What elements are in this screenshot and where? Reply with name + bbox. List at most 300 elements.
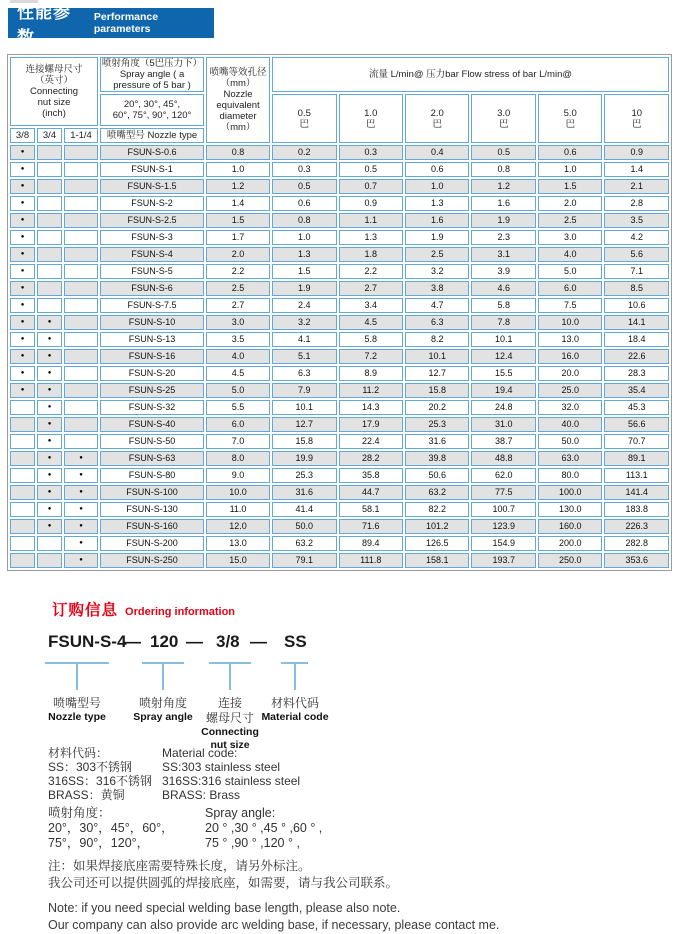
nut-size-dot (64, 247, 98, 262)
flow-value-cell: 18.4 (604, 332, 669, 347)
nozzle-type-cell: FSUN-S-160 (100, 519, 204, 534)
nut-size-dot (64, 315, 98, 330)
nut-size-dot: ● (64, 485, 98, 500)
flow-value-cell: 101.2 (405, 519, 469, 534)
nut-size-dot: ● (10, 281, 35, 296)
table-row (10, 179, 669, 194)
label-nozzle-type: 喷嘴型号 Nozzle type (48, 696, 106, 723)
flow-value-cell: 22.4 (339, 434, 403, 449)
diameter-cell: 1.5 (206, 213, 270, 228)
header-flow-rate: 流量 L/min@ 压力bar Flow stress of bar L/min@ (272, 57, 669, 92)
diameter-cell: 11.0 (206, 502, 270, 517)
nozzle-type-cell: FSUN-S-0.6 (100, 145, 204, 160)
nut-size-dot (37, 553, 62, 568)
nozzle-type-cell: FSUN-S-2.5 (100, 213, 204, 228)
nozzle-type-cell: FSUN-S-6 (100, 281, 204, 296)
nut-size-dot (37, 264, 62, 279)
diameter-cell: 7.0 (206, 434, 270, 449)
flow-value-cell: 0.8 (471, 162, 535, 177)
flow-value-cell: 0.5 (272, 179, 336, 194)
note-en-line: Note: if you need special welding base length, please also note. (48, 901, 401, 915)
header-size-1-1-4: 1-1/4 (64, 128, 98, 143)
diameter-cell: 2.5 (206, 281, 270, 296)
flow-value-cell: 8.5 (604, 281, 669, 296)
flow-value-cell: 24.8 (471, 400, 535, 415)
header-pressure-0.5bar: 0.5 巴 (272, 94, 336, 143)
nozzle-type-cell: FSUN-S-5 (100, 264, 204, 279)
note-zh-line: 注：如果焊接底座需要特殊长度，请另外标注。 (48, 859, 311, 873)
flow-value-cell: 1.3 (339, 230, 403, 245)
nut-size-dot (37, 247, 62, 262)
flow-value-cell: 19.9 (272, 451, 336, 466)
flow-value-cell: 2.0 (538, 196, 602, 211)
flow-value-cell: 8.2 (405, 332, 469, 347)
nut-size-dot (37, 145, 62, 160)
nut-size-dot (37, 179, 62, 194)
code-nut-size: 3/8 (216, 632, 240, 651)
flow-value-cell: 16.0 (538, 349, 602, 364)
flow-value-cell: 7.9 (272, 383, 336, 398)
spray-angle-info-zh: 喷射角度： 20°，30°，45°，60°， 75°，90°，120°， (48, 806, 174, 850)
header-connecting-nut-size: 连接螺母尺寸 （英寸） Connecting nut size (inch) (10, 57, 98, 126)
flow-value-cell: 226.3 (604, 519, 669, 534)
flow-value-cell: 2.8 (604, 196, 669, 211)
ordering-information-heading (52, 598, 235, 620)
flow-value-cell: 5.8 (339, 332, 403, 347)
nut-size-dot: ● (64, 553, 98, 568)
flow-value-cell: 1.4 (604, 162, 669, 177)
nut-size-dot (10, 400, 35, 415)
nut-size-dot (37, 536, 62, 551)
table-row (10, 383, 669, 398)
nozzle-type-cell: FSUN-S-7.5 (100, 298, 204, 313)
flow-value-cell: 1.2 (471, 179, 535, 194)
diameter-cell: 10.0 (206, 485, 270, 500)
nut-size-dot: ● (37, 417, 62, 432)
nozzle-type-cell: FSUN-S-32 (100, 400, 204, 415)
diameter-cell: 4.5 (206, 366, 270, 381)
flow-value-cell: 39.8 (405, 451, 469, 466)
flow-value-cell: 63.2 (405, 485, 469, 500)
code-nozzle-type: FSUN-S-4 (48, 632, 127, 651)
page-title-en: Performance parameters (93, 11, 159, 35)
diameter-cell: 1.7 (206, 230, 270, 245)
flow-value-cell: 5.8 (471, 298, 535, 313)
nut-size-dot (64, 366, 98, 381)
flow-value-cell: 2.5 (538, 213, 602, 228)
diameter-cell: 2.7 (206, 298, 270, 313)
nut-size-dot (10, 553, 35, 568)
flow-value-cell: 2.7 (339, 281, 403, 296)
diameter-cell: 8.0 (206, 451, 270, 466)
diameter-cell: 2.2 (206, 264, 270, 279)
flow-value-cell: 20.0 (538, 366, 602, 381)
flow-value-cell: 2.5 (405, 247, 469, 262)
flow-value-cell: 123.9 (471, 519, 535, 534)
flow-value-cell: 0.5 (339, 162, 403, 177)
flow-value-cell: 32.0 (538, 400, 602, 415)
nut-size-dot: ● (10, 349, 35, 364)
flow-value-cell: 1.0 (538, 162, 602, 177)
flow-value-cell: 10.1 (272, 400, 336, 415)
nut-size-dot: ● (64, 468, 98, 483)
flow-value-cell: 50.0 (538, 434, 602, 449)
diameter-cell: 13.0 (206, 536, 270, 551)
diameter-cell: 1.0 (206, 162, 270, 177)
label-connecting-nut-size: 连接 螺母尺寸 Connecting nut size (201, 696, 259, 751)
nut-size-dot: ● (37, 383, 62, 398)
header-spray-angle: 喷射角度（5巴压力下） Spray angle ( a pressure of 5 bar ) (101, 58, 203, 91)
flow-value-cell: 0.9 (604, 145, 669, 160)
code-spray-angle: 120 (150, 632, 179, 651)
flow-value-cell: 0.9 (339, 196, 403, 211)
nozzle-type-cell: FSUN-S-20 (100, 366, 204, 381)
nut-size-dot (64, 264, 98, 279)
material-code-en: Material code: SS:303 stainless steel 316SS:316 stainless steel BRASS: Brass (162, 746, 301, 802)
nut-size-dot (64, 332, 98, 347)
flow-value-cell: 183.8 (604, 502, 669, 517)
table-row (10, 502, 669, 517)
flow-value-cell: 193.7 (471, 553, 535, 568)
flow-value-cell: 1.9 (272, 281, 336, 296)
nozzle-type-cell: FSUN-S-130 (100, 502, 204, 517)
nut-size-dot (64, 417, 98, 432)
flow-value-cell: 353.6 (604, 553, 669, 568)
nut-size-dot (37, 281, 62, 296)
table-row (10, 349, 669, 364)
flow-value-cell: 0.6 (538, 145, 602, 160)
code-material: SS (284, 632, 307, 651)
nut-size-dot: ● (37, 349, 62, 364)
nut-size-dot: ● (64, 502, 98, 517)
flow-value-cell: 25.3 (405, 417, 469, 432)
nut-size-dot (64, 434, 98, 449)
nut-size-dot (64, 281, 98, 296)
note-en-group (48, 900, 499, 934)
nut-size-dot (64, 349, 98, 364)
flow-value-cell: 3.0 (538, 230, 602, 245)
flow-value-cell: 10.0 (538, 315, 602, 330)
flow-value-cell: 12.7 (405, 366, 469, 381)
flow-value-cell: 31.6 (272, 485, 336, 500)
flow-value-cell: 1.6 (471, 196, 535, 211)
flow-value-cell: 111.8 (339, 553, 403, 568)
header-pressure-10bar: 10 巴 (604, 94, 669, 143)
code-dash: — (124, 632, 141, 651)
header-pressure-1bar: 1.0 巴 (339, 94, 403, 143)
section-title-bar (8, 3, 214, 47)
nut-size-dot (64, 400, 98, 415)
flow-value-cell: 1.0 (272, 230, 336, 245)
flow-value-cell: 4.2 (604, 230, 669, 245)
nut-size-dot (10, 536, 35, 551)
footnotes (48, 858, 499, 934)
flow-value-cell: 4.7 (405, 298, 469, 313)
nut-size-dot (64, 196, 98, 211)
flow-value-cell: 82.2 (405, 502, 469, 517)
table-row (10, 315, 669, 330)
header-size-3-8: 3/8 (10, 128, 35, 143)
flow-value-cell: 130.0 (538, 502, 602, 517)
diameter-cell: 12.0 (206, 519, 270, 534)
flow-value-cell: 3.9 (471, 264, 535, 279)
flow-value-cell: 1.5 (272, 264, 336, 279)
diameter-cell: 9.0 (206, 468, 270, 483)
nozzle-type-cell: FSUN-S-13 (100, 332, 204, 347)
header-angle-list: 20°, 30°, 45°, 60°, 75°, 90°, 120° (100, 94, 204, 126)
flow-value-cell: 22.6 (604, 349, 669, 364)
spray-angle-info-en: Spray angle: 20 ° ,30 ° ,45 ° ,60 ° , 75 ° ,90 ° ,120 ° , (205, 806, 323, 850)
flow-value-cell: 3.1 (471, 247, 535, 262)
flow-value-cell: 1.1 (339, 213, 403, 228)
table-row (10, 298, 669, 313)
flow-value-cell: 50.6 (405, 468, 469, 483)
flow-value-cell: 0.3 (272, 162, 336, 177)
flow-value-cell: 15.8 (405, 383, 469, 398)
flow-value-cell: 1.3 (405, 196, 469, 211)
flow-value-cell: 35.8 (339, 468, 403, 483)
flow-value-cell: 5.1 (272, 349, 336, 364)
nozzle-type-cell: FSUN-S-4 (100, 247, 204, 262)
flow-value-cell: 250.0 (538, 553, 602, 568)
table-row (10, 145, 669, 160)
code-dash: — (250, 632, 267, 651)
flow-value-cell: 70.7 (604, 434, 669, 449)
table-row (10, 536, 669, 551)
nut-size-dot: ● (37, 519, 62, 534)
nut-size-dot (37, 162, 62, 177)
flow-value-cell: 158.1 (405, 553, 469, 568)
nut-size-dot (64, 145, 98, 160)
flow-value-cell: 160.0 (538, 519, 602, 534)
nozzle-type-cell: FSUN-S-250 (100, 553, 204, 568)
flow-value-cell: 63.2 (272, 536, 336, 551)
nut-size-dot: ● (37, 502, 62, 517)
nut-size-dot: ● (10, 230, 35, 245)
nut-size-dot: ● (10, 332, 35, 347)
flow-value-cell: 45.3 (604, 400, 669, 415)
nozzle-type-cell: FSUN-S-50 (100, 434, 204, 449)
flow-value-cell: 0.7 (339, 179, 403, 194)
flow-value-cell: 141.4 (604, 485, 669, 500)
table-row (10, 519, 669, 534)
nut-size-dot: ● (64, 451, 98, 466)
diameter-cell: 5.5 (206, 400, 270, 415)
nut-size-dot: ● (10, 145, 35, 160)
flow-value-cell: 4.6 (471, 281, 535, 296)
flow-value-cell: 0.6 (272, 196, 336, 211)
flow-value-cell: 25.0 (538, 383, 602, 398)
table-row (10, 417, 669, 432)
flow-value-cell: 3.2 (272, 315, 336, 330)
flow-value-cell: 1.8 (339, 247, 403, 262)
diameter-cell: 1.2 (206, 179, 270, 194)
flow-value-cell: 89.4 (339, 536, 403, 551)
nut-size-dot: ● (10, 179, 35, 194)
flow-value-cell: 10.1 (471, 332, 535, 347)
nozzle-type-cell: FSUN-S-16 (100, 349, 204, 364)
flow-value-cell: 80.0 (538, 468, 602, 483)
flow-value-cell: 31.0 (471, 417, 535, 432)
nut-size-dot (10, 468, 35, 483)
diameter-cell: 1.4 (206, 196, 270, 211)
table-row (10, 332, 669, 347)
note-zh-line: 我公司还可以提供圆弧的焊接底座，如需要，请与我公司联系。 (48, 876, 399, 890)
nut-size-dot: ● (10, 298, 35, 313)
nut-size-dot: ● (10, 383, 35, 398)
flow-value-cell: 1.6 (405, 213, 469, 228)
flow-value-cell: 6.3 (405, 315, 469, 330)
table-row (10, 264, 669, 279)
flow-value-cell: 0.8 (272, 213, 336, 228)
nozzle-type-cell: FSUN-S-1.5 (100, 179, 204, 194)
flow-value-cell: 0.5 (471, 145, 535, 160)
nozzle-type-cell: FSUN-S-200 (100, 536, 204, 551)
diameter-cell: 2.0 (206, 247, 270, 262)
flow-value-cell: 56.6 (604, 417, 669, 432)
flow-value-cell: 28.2 (339, 451, 403, 466)
flow-value-cell: 1.5 (538, 179, 602, 194)
nut-size-dot (37, 230, 62, 245)
header-pressure-2bar: 2.0 巴 (405, 94, 469, 143)
flow-value-cell: 8.9 (339, 366, 403, 381)
flow-value-cell: 7.5 (538, 298, 602, 313)
nut-size-dot (64, 179, 98, 194)
nozzle-type-cell: FSUN-S-63 (100, 451, 204, 466)
flow-value-cell: 5.6 (604, 247, 669, 262)
diameter-cell: 6.0 (206, 417, 270, 432)
nozzle-type-cell: FSUN-S-10 (100, 315, 204, 330)
nut-size-dot: ● (10, 162, 35, 177)
nut-size-dot (10, 519, 35, 534)
nozzle-type-cell: FSUN-S-40 (100, 417, 204, 432)
nut-size-dot: ● (10, 196, 35, 211)
diameter-cell: 4.0 (206, 349, 270, 364)
table-row (10, 553, 669, 568)
table-row (10, 451, 669, 466)
flow-value-cell: 126.5 (405, 536, 469, 551)
flow-value-cell: 113.1 (604, 468, 669, 483)
flow-value-cell: 100.7 (471, 502, 535, 517)
nut-size-dot (10, 502, 35, 517)
connector-line (209, 662, 251, 690)
flow-value-cell: 17.9 (339, 417, 403, 432)
flow-value-cell: 31.6 (405, 434, 469, 449)
flow-value-cell: 10.1 (405, 349, 469, 364)
header-pressure-5bar: 5.0 巴 (538, 94, 602, 143)
flow-value-cell: 3.5 (604, 213, 669, 228)
nut-size-dot (64, 298, 98, 313)
flow-value-cell: 0.6 (405, 162, 469, 177)
nozzle-type-cell: FSUN-S-2 (100, 196, 204, 211)
flow-value-cell: 77.5 (471, 485, 535, 500)
nut-size-dot (64, 230, 98, 245)
flow-value-cell: 4.0 (538, 247, 602, 262)
table-row (10, 400, 669, 415)
nut-size-dot: ● (10, 366, 35, 381)
flow-value-cell: 3.2 (405, 264, 469, 279)
flow-value-cell: 2.3 (471, 230, 535, 245)
nozzle-type-cell: FSUN-S-1 (100, 162, 204, 177)
material-code-zh: 材料代码： SS：303不锈钢 316SS：316不锈钢 BRASS：黄铜 (48, 746, 153, 802)
flow-value-cell: 1.0 (405, 179, 469, 194)
nut-size-dot: ● (37, 400, 62, 415)
flow-value-cell: 1.3 (272, 247, 336, 262)
nut-size-dot: ● (37, 468, 62, 483)
nut-size-dot: ● (64, 536, 98, 551)
nut-size-dot: ● (64, 519, 98, 534)
flow-value-cell: 20.2 (405, 400, 469, 415)
flow-value-cell: 38.7 (471, 434, 535, 449)
header-size-3-4: 3/4 (37, 128, 62, 143)
flow-value-cell: 282.8 (604, 536, 669, 551)
flow-value-cell: 0.2 (272, 145, 336, 160)
flow-value-cell: 25.3 (272, 468, 336, 483)
nut-size-dot (37, 213, 62, 228)
nut-size-dot (64, 383, 98, 398)
flow-value-cell: 7.1 (604, 264, 669, 279)
ordering-heading-zh: 订购信息 (52, 602, 119, 619)
flow-value-cell: 15.5 (471, 366, 535, 381)
nut-size-dot (10, 417, 35, 432)
nut-size-dot: ● (37, 451, 62, 466)
flow-value-cell: 62.0 (471, 468, 535, 483)
table-row (10, 485, 669, 500)
diameter-cell: 3.5 (206, 332, 270, 347)
flow-value-cell: 100.0 (538, 485, 602, 500)
label-material-code: 材料代码 Material code (261, 696, 329, 723)
ordering-heading-en: Ordering information (125, 606, 236, 618)
flow-value-cell: 79.1 (272, 553, 336, 568)
header-pressure-3bar: 3.0 巴 (471, 94, 535, 143)
flow-value-cell: 3.4 (339, 298, 403, 313)
table-row (10, 247, 669, 262)
connector-line (142, 662, 184, 690)
flow-value-cell: 1.9 (471, 213, 535, 228)
flow-value-cell: 200.0 (538, 536, 602, 551)
header-nozzle-type: 喷嘴型号 Nozzle type (100, 128, 204, 143)
connector-line (45, 662, 109, 690)
table-row (10, 281, 669, 296)
flow-value-cell: 41.4 (272, 502, 336, 517)
table-row (10, 230, 669, 245)
flow-value-cell: 28.3 (604, 366, 669, 381)
flow-value-cell: 0.4 (405, 145, 469, 160)
flow-value-cell: 44.7 (339, 485, 403, 500)
flow-value-cell: 14.1 (604, 315, 669, 330)
flow-value-cell: 15.8 (272, 434, 336, 449)
flow-value-cell: 19.4 (471, 383, 535, 398)
nut-size-dot (64, 162, 98, 177)
flow-value-cell: 3.8 (405, 281, 469, 296)
header-nozzle-equivalent-diameter: 喷嘴等效孔径 （mm） Nozzle equivalent diameter（mm） (206, 57, 270, 143)
note-en-line: Our company can also provide arc welding base, if necessary, please contact me. (48, 918, 500, 932)
nut-size-dot: ● (37, 332, 62, 347)
flow-value-cell: 14.3 (339, 400, 403, 415)
label-spray-angle: 喷射角度 Spray angle (133, 696, 193, 723)
nut-size-dot: ● (37, 366, 62, 381)
nut-size-dot (10, 451, 35, 466)
table-row (10, 196, 669, 211)
table-body (10, 145, 669, 568)
flow-value-cell: 12.7 (272, 417, 336, 432)
flow-value-cell: 12.4 (471, 349, 535, 364)
connector-line (281, 662, 308, 690)
flow-value-cell: 35.4 (604, 383, 669, 398)
flow-value-cell: 7.8 (471, 315, 535, 330)
table-row (10, 213, 669, 228)
page-title-zh: 性能参数 (17, 3, 71, 47)
